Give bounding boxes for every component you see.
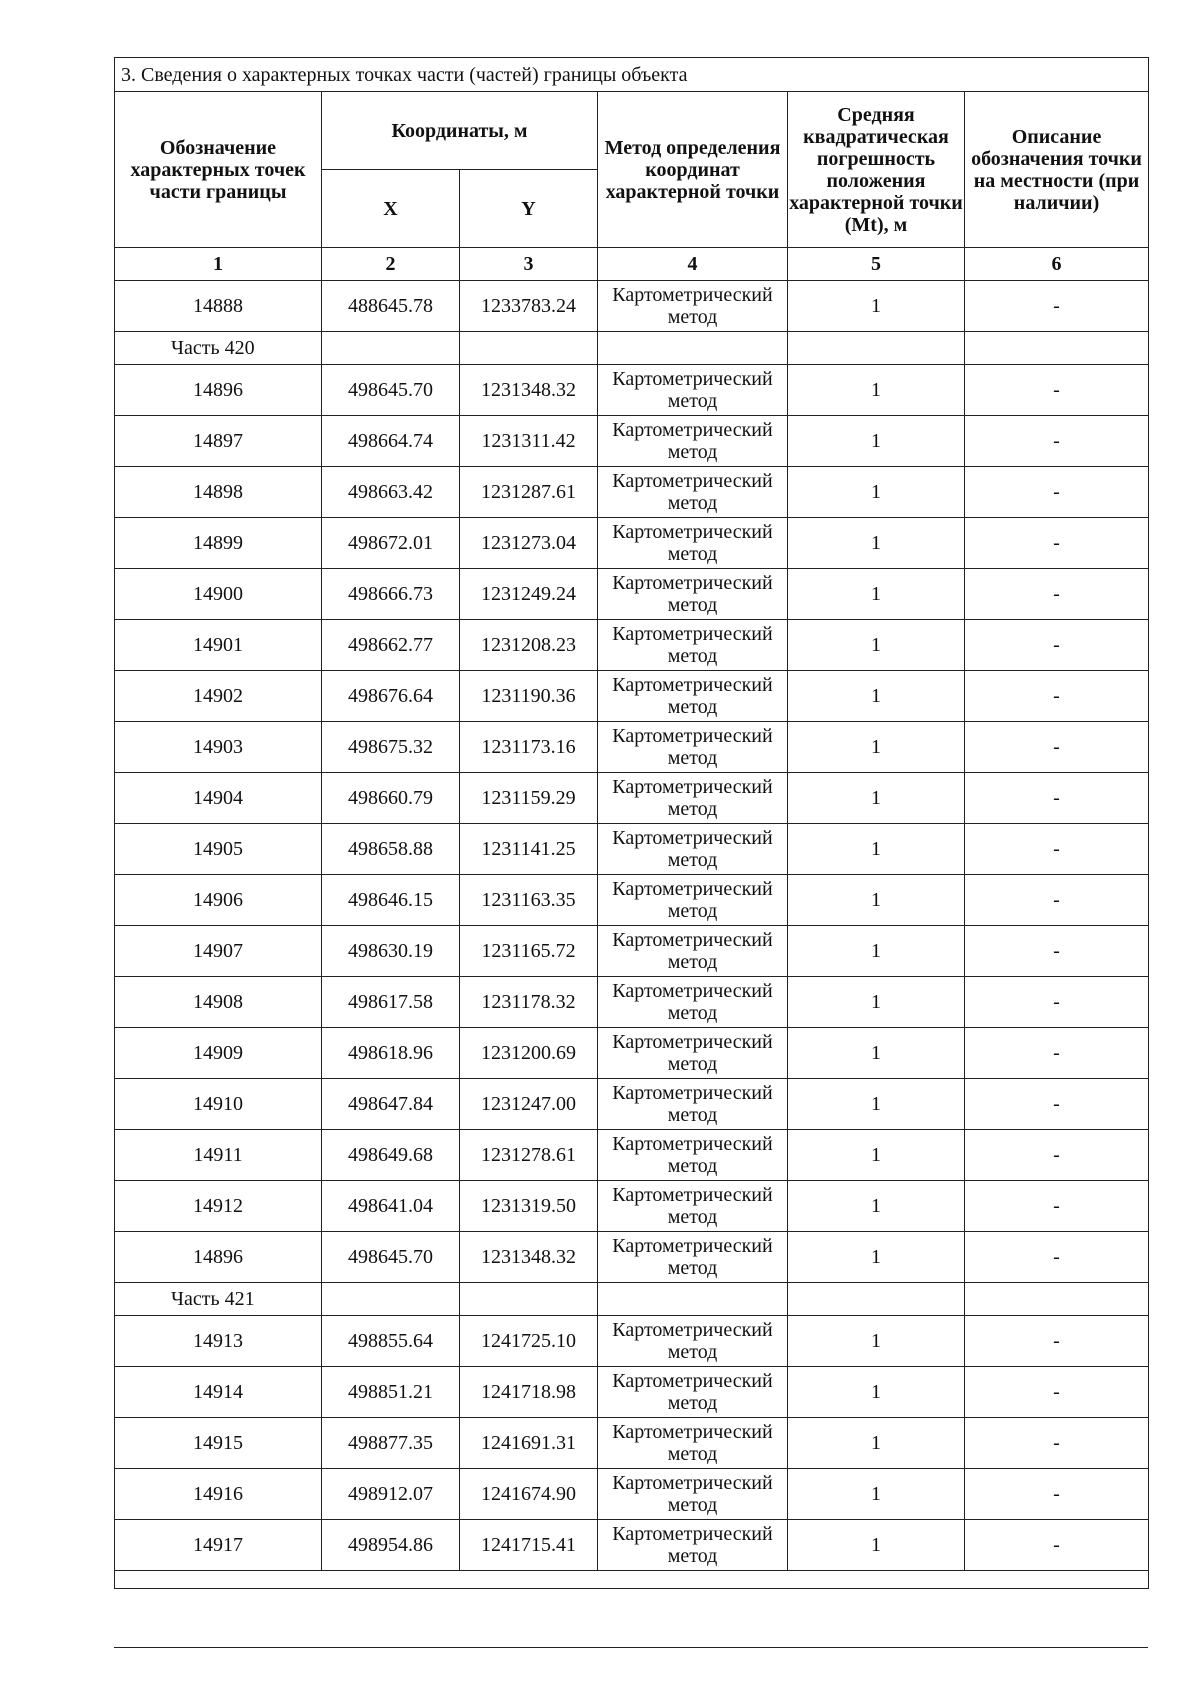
mean-error-cell: 1 bbox=[788, 773, 965, 824]
table-row bbox=[115, 773, 1149, 824]
empty-cell bbox=[460, 1283, 598, 1316]
header-description: Описание обозначения точки на местности (при наличии) bbox=[965, 92, 1149, 248]
table-tail-row bbox=[115, 1571, 1149, 1589]
point-id-cell: 14903 bbox=[115, 722, 322, 773]
y-coordinate-cell: 1241715.41 bbox=[460, 1520, 598, 1571]
point-id-cell: 14901 bbox=[115, 620, 322, 671]
table-row bbox=[115, 1520, 1149, 1571]
y-coordinate-cell: 1241674.90 bbox=[460, 1469, 598, 1520]
y-coordinate-cell: 1231190.36 bbox=[460, 671, 598, 722]
table-row bbox=[115, 824, 1149, 875]
method-cell: Картометрический метод bbox=[598, 722, 788, 773]
y-coordinate-cell: 1231173.16 bbox=[460, 722, 598, 773]
mean-error-cell: 1 bbox=[788, 281, 965, 332]
empty-cell bbox=[460, 332, 598, 365]
x-coordinate-cell: 498912.07 bbox=[322, 1469, 460, 1520]
y-coordinate-cell: 1231311.42 bbox=[460, 416, 598, 467]
description-cell: - bbox=[965, 875, 1149, 926]
y-coordinate-cell: 1231319.50 bbox=[460, 1181, 598, 1232]
table-row bbox=[115, 518, 1149, 569]
description-cell: - bbox=[965, 722, 1149, 773]
y-coordinate-cell: 1231178.32 bbox=[460, 977, 598, 1028]
x-coordinate-cell: 498630.19 bbox=[322, 926, 460, 977]
y-coordinate-cell: 1231287.61 bbox=[460, 467, 598, 518]
method-cell: Картометрический метод bbox=[598, 416, 788, 467]
y-coordinate-cell: 1231247.00 bbox=[460, 1079, 598, 1130]
mean-error-cell: 1 bbox=[788, 1520, 965, 1571]
mean-error-cell: 1 bbox=[788, 1130, 965, 1181]
table-row bbox=[115, 416, 1149, 467]
table-row bbox=[115, 1367, 1149, 1418]
mean-error-cell: 1 bbox=[788, 1418, 965, 1469]
point-id-cell: 14896 bbox=[115, 365, 322, 416]
description-cell: - bbox=[965, 1028, 1149, 1079]
table-row bbox=[115, 1181, 1149, 1232]
table-row bbox=[115, 1028, 1149, 1079]
method-cell: Картометрический метод bbox=[598, 1418, 788, 1469]
point-id-cell: 14898 bbox=[115, 467, 322, 518]
point-id-cell: 14900 bbox=[115, 569, 322, 620]
method-cell: Картометрический метод bbox=[598, 671, 788, 722]
description-cell: - bbox=[965, 281, 1149, 332]
point-id-cell: 14907 bbox=[115, 926, 322, 977]
point-id-cell: 14906 bbox=[115, 875, 322, 926]
description-cell: - bbox=[965, 671, 1149, 722]
point-id-cell: 14913 bbox=[115, 1316, 322, 1367]
mean-error-cell: 1 bbox=[788, 467, 965, 518]
column-number: 3 bbox=[460, 248, 598, 281]
method-cell: Картометрический метод bbox=[598, 773, 788, 824]
header-x: X bbox=[322, 170, 460, 248]
y-coordinate-cell: 1233783.24 bbox=[460, 281, 598, 332]
table-row bbox=[115, 281, 1149, 332]
empty-cell bbox=[965, 332, 1149, 365]
point-id-cell: 14888 bbox=[115, 281, 322, 332]
header-mean-error: Средняя квадратическая погрешность положения характерной точки (Mt), м bbox=[788, 92, 965, 248]
header-coordinates: Координаты, м bbox=[322, 92, 598, 170]
x-coordinate-cell: 498664.74 bbox=[322, 416, 460, 467]
method-cell: Картометрический метод bbox=[598, 1079, 788, 1130]
description-cell: - bbox=[965, 824, 1149, 875]
mean-error-cell: 1 bbox=[788, 1028, 965, 1079]
x-coordinate-cell: 498649.68 bbox=[322, 1130, 460, 1181]
y-coordinate-cell: 1241718.98 bbox=[460, 1367, 598, 1418]
method-cell: Картометрический метод bbox=[598, 1520, 788, 1571]
method-cell: Картометрический метод bbox=[598, 569, 788, 620]
method-cell: Картометрический метод bbox=[598, 1316, 788, 1367]
mean-error-cell: 1 bbox=[788, 365, 965, 416]
point-id-cell: 14912 bbox=[115, 1181, 322, 1232]
table-row bbox=[115, 1079, 1149, 1130]
y-coordinate-cell: 1231208.23 bbox=[460, 620, 598, 671]
table-row bbox=[115, 467, 1149, 518]
table-row bbox=[115, 1418, 1149, 1469]
method-cell: Картометрический метод bbox=[598, 824, 788, 875]
method-cell: Картометрический метод bbox=[598, 926, 788, 977]
table-row bbox=[115, 569, 1149, 620]
mean-error-cell: 1 bbox=[788, 1181, 965, 1232]
table-row bbox=[115, 977, 1149, 1028]
description-cell: - bbox=[965, 416, 1149, 467]
mean-error-cell: 1 bbox=[788, 722, 965, 773]
point-id-cell: 14902 bbox=[115, 671, 322, 722]
y-coordinate-cell: 1231348.32 bbox=[460, 1232, 598, 1283]
y-coordinate-cell: 1231348.32 bbox=[460, 365, 598, 416]
description-cell: - bbox=[965, 1469, 1149, 1520]
method-cell: Картометрический метод bbox=[598, 620, 788, 671]
x-coordinate-cell: 498851.21 bbox=[322, 1367, 460, 1418]
empty-cell bbox=[788, 332, 965, 365]
header-point-designation: Обозначение характерных точек части границы bbox=[115, 92, 322, 248]
empty-cell bbox=[598, 332, 788, 365]
point-id-cell: 14897 bbox=[115, 416, 322, 467]
method-cell: Картометрический метод bbox=[598, 1028, 788, 1079]
table-row bbox=[115, 671, 1149, 722]
point-id-cell: 14910 bbox=[115, 1079, 322, 1130]
method-cell: Картометрический метод bbox=[598, 281, 788, 332]
point-id-cell: 14917 bbox=[115, 1520, 322, 1571]
x-coordinate-cell: 498954.86 bbox=[322, 1520, 460, 1571]
mean-error-cell: 1 bbox=[788, 416, 965, 467]
header-y: Y bbox=[460, 170, 598, 248]
method-cell: Картометрический метод bbox=[598, 875, 788, 926]
y-coordinate-cell: 1231273.04 bbox=[460, 518, 598, 569]
y-coordinate-cell: 1231200.69 bbox=[460, 1028, 598, 1079]
column-number: 2 bbox=[322, 248, 460, 281]
y-coordinate-cell: 1231141.25 bbox=[460, 824, 598, 875]
table-row bbox=[115, 1469, 1149, 1520]
part-header-row bbox=[115, 332, 1149, 365]
method-cell: Картометрический метод bbox=[598, 1367, 788, 1418]
y-coordinate-cell: 1231249.24 bbox=[460, 569, 598, 620]
x-coordinate-cell: 498617.58 bbox=[322, 977, 460, 1028]
method-cell: Картометрический метод bbox=[598, 1130, 788, 1181]
description-cell: - bbox=[965, 1316, 1149, 1367]
mean-error-cell: 1 bbox=[788, 671, 965, 722]
description-cell: - bbox=[965, 1181, 1149, 1232]
mean-error-cell: 1 bbox=[788, 1367, 965, 1418]
part-header-row bbox=[115, 1283, 1149, 1316]
table-tail-cell bbox=[115, 1571, 1149, 1589]
method-cell: Картометрический метод bbox=[598, 365, 788, 416]
x-coordinate-cell: 498646.15 bbox=[322, 875, 460, 926]
empty-cell bbox=[322, 332, 460, 365]
method-cell: Картометрический метод bbox=[598, 1181, 788, 1232]
section-title: 3. Сведения о характерных точках части (частей) границы объекта bbox=[115, 58, 1149, 92]
table-row bbox=[115, 875, 1149, 926]
description-cell: - bbox=[965, 1130, 1149, 1181]
y-coordinate-cell: 1241691.31 bbox=[460, 1418, 598, 1469]
point-id-cell: 14911 bbox=[115, 1130, 322, 1181]
x-coordinate-cell: 498647.84 bbox=[322, 1079, 460, 1130]
description-cell: - bbox=[965, 467, 1149, 518]
column-number: 4 bbox=[598, 248, 788, 281]
x-coordinate-cell: 488645.78 bbox=[322, 281, 460, 332]
mean-error-cell: 1 bbox=[788, 977, 965, 1028]
point-id-cell: 14915 bbox=[115, 1418, 322, 1469]
method-cell: Картометрический метод bbox=[598, 1232, 788, 1283]
description-cell: - bbox=[965, 1079, 1149, 1130]
point-id-cell: 14908 bbox=[115, 977, 322, 1028]
empty-cell bbox=[322, 1283, 460, 1316]
point-id-cell: 14909 bbox=[115, 1028, 322, 1079]
point-id-cell: 14905 bbox=[115, 824, 322, 875]
table-row bbox=[115, 365, 1149, 416]
x-coordinate-cell: 498666.73 bbox=[322, 569, 460, 620]
description-cell: - bbox=[965, 518, 1149, 569]
empty-cell bbox=[598, 1283, 788, 1316]
page-footer-rule bbox=[114, 1647, 1148, 1648]
point-id-cell: 14916 bbox=[115, 1469, 322, 1520]
description-cell: - bbox=[965, 926, 1149, 977]
x-coordinate-cell: 498645.70 bbox=[322, 365, 460, 416]
mean-error-cell: 1 bbox=[788, 926, 965, 977]
mean-error-cell: 1 bbox=[788, 518, 965, 569]
description-cell: - bbox=[965, 773, 1149, 824]
mean-error-cell: 1 bbox=[788, 824, 965, 875]
point-id-cell: 14899 bbox=[115, 518, 322, 569]
table-row bbox=[115, 620, 1149, 671]
y-coordinate-cell: 1231165.72 bbox=[460, 926, 598, 977]
x-coordinate-cell: 498658.88 bbox=[322, 824, 460, 875]
empty-cell bbox=[788, 1283, 965, 1316]
mean-error-cell: 1 bbox=[788, 620, 965, 671]
mean-error-cell: 1 bbox=[788, 1079, 965, 1130]
x-coordinate-cell: 498675.32 bbox=[322, 722, 460, 773]
header-method: Метод определения координат характерной точки bbox=[598, 92, 788, 248]
x-coordinate-cell: 498641.04 bbox=[322, 1181, 460, 1232]
y-coordinate-cell: 1241725.10 bbox=[460, 1316, 598, 1367]
column-number: 6 bbox=[965, 248, 1149, 281]
mean-error-cell: 1 bbox=[788, 875, 965, 926]
column-number: 1 bbox=[115, 248, 322, 281]
part-label: Часть 421 bbox=[115, 1283, 322, 1316]
description-cell: - bbox=[965, 977, 1149, 1028]
mean-error-cell: 1 bbox=[788, 569, 965, 620]
description-cell: - bbox=[965, 365, 1149, 416]
table-row bbox=[115, 1232, 1149, 1283]
method-cell: Картометрический метод bbox=[598, 467, 788, 518]
mean-error-cell: 1 bbox=[788, 1316, 965, 1367]
point-id-cell: 14904 bbox=[115, 773, 322, 824]
column-number: 5 bbox=[788, 248, 965, 281]
y-coordinate-cell: 1231163.35 bbox=[460, 875, 598, 926]
table-row bbox=[115, 1316, 1149, 1367]
x-coordinate-cell: 498855.64 bbox=[322, 1316, 460, 1367]
part-label: Часть 420 bbox=[115, 332, 322, 365]
x-coordinate-cell: 498877.35 bbox=[322, 1418, 460, 1469]
x-coordinate-cell: 498662.77 bbox=[322, 620, 460, 671]
boundary-points-table bbox=[114, 57, 1149, 1589]
description-cell: - bbox=[965, 1418, 1149, 1469]
table-body bbox=[115, 281, 1149, 1571]
boundary-points-sheet bbox=[114, 57, 1148, 1589]
description-cell: - bbox=[965, 569, 1149, 620]
empty-cell bbox=[965, 1283, 1149, 1316]
x-coordinate-cell: 498618.96 bbox=[322, 1028, 460, 1079]
y-coordinate-cell: 1231159.29 bbox=[460, 773, 598, 824]
table-row bbox=[115, 1130, 1149, 1181]
x-coordinate-cell: 498672.01 bbox=[322, 518, 460, 569]
point-id-cell: 14914 bbox=[115, 1367, 322, 1418]
x-coordinate-cell: 498660.79 bbox=[322, 773, 460, 824]
description-cell: - bbox=[965, 1520, 1149, 1571]
description-cell: - bbox=[965, 620, 1149, 671]
x-coordinate-cell: 498645.70 bbox=[322, 1232, 460, 1283]
point-id-cell: 14896 bbox=[115, 1232, 322, 1283]
table-row bbox=[115, 926, 1149, 977]
mean-error-cell: 1 bbox=[788, 1469, 965, 1520]
table-row bbox=[115, 722, 1149, 773]
y-coordinate-cell: 1231278.61 bbox=[460, 1130, 598, 1181]
method-cell: Картометрический метод bbox=[598, 977, 788, 1028]
method-cell: Картометрический метод bbox=[598, 1469, 788, 1520]
method-cell: Картометрический метод bbox=[598, 518, 788, 569]
mean-error-cell: 1 bbox=[788, 1232, 965, 1283]
x-coordinate-cell: 498663.42 bbox=[322, 467, 460, 518]
description-cell: - bbox=[965, 1232, 1149, 1283]
x-coordinate-cell: 498676.64 bbox=[322, 671, 460, 722]
description-cell: - bbox=[965, 1367, 1149, 1418]
